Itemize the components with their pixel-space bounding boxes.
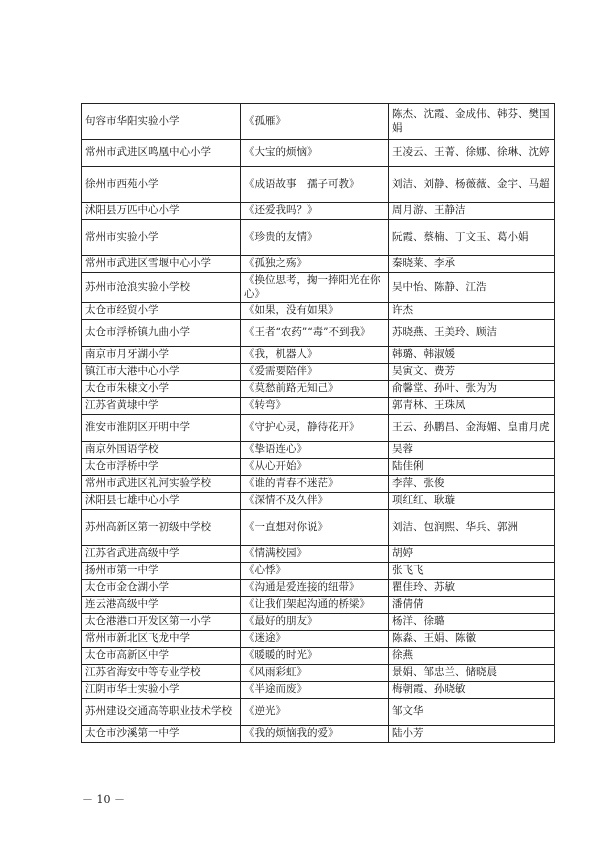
work-title-cell: 《逆光》: [241, 699, 389, 726]
school-cell: 沭阳县七雄中心小学: [82, 493, 241, 510]
school-cell: 太仓市浮桥镇九曲小学: [82, 320, 241, 347]
table-row: [82, 699, 555, 726]
work-title-cell: 《情满校园》: [241, 546, 389, 563]
table-row: [82, 546, 555, 563]
work-title-cell: 《换位思考，掬一捧阳光在你心》: [241, 273, 389, 303]
table-row: [82, 256, 555, 273]
table-row: [82, 303, 555, 320]
table-row: [82, 415, 555, 442]
work-title-cell: 《从心开始》: [241, 459, 389, 476]
school-cell: 扬州市第一中学: [82, 563, 241, 580]
table-row: [82, 665, 555, 682]
work-title-cell: 《风雨彩虹》: [241, 665, 389, 682]
authors-cell: 苏晓燕、王美玲、顾洁: [389, 320, 555, 347]
school-cell: 苏州高新区第一初级中学校: [82, 510, 241, 546]
authors-cell: 邹文华: [389, 699, 555, 726]
work-title-cell: 《莫愁前路无知己》: [241, 381, 389, 398]
authors-cell: 杨洋、徐璐: [389, 614, 555, 631]
authors-cell: 刘洁、包润熙、华兵、郭洲: [389, 510, 555, 546]
work-title-cell: 《王者“农药”“毒”不到我》: [241, 320, 389, 347]
authors-cell: 王凌云、王菁、徐娜、徐琳、沈婷: [389, 140, 555, 167]
work-title-cell: 《守护心灵，静待花开》: [241, 415, 389, 442]
school-cell: 江阴市华士实验小学: [82, 682, 241, 699]
authors-cell: 俞馨堂、孙叶、张为为: [389, 381, 555, 398]
work-title-cell: 《暖暖的时光》: [241, 648, 389, 665]
table-row: [82, 398, 555, 415]
table-row: [82, 614, 555, 631]
school-cell: 常州市武进区礼河实验学校: [82, 476, 241, 493]
authors-cell: 许杰: [389, 303, 555, 320]
school-cell: 常州市实验小学: [82, 220, 241, 256]
work-title-cell: 《深情不及久伴》: [241, 493, 389, 510]
school-cell: 常州市武进区雪堰中心小学: [82, 256, 241, 273]
authors-cell: 潘倩倩: [389, 597, 555, 614]
table-row: [82, 442, 555, 459]
work-title-cell: 《我，机器人》: [241, 347, 389, 364]
table-row: [82, 597, 555, 614]
school-cell: 南京市月牙湖小学: [82, 347, 241, 364]
table-row: [82, 273, 555, 303]
authors-cell: 景娟、邹忠兰、储晓晨: [389, 665, 555, 682]
work-title-cell: 《让我们架起沟通的桥梁》: [241, 597, 389, 614]
table-row: [82, 682, 555, 699]
work-title-cell: 《还爱我吗？》: [241, 203, 389, 220]
work-title-cell: 《半途而废》: [241, 682, 389, 699]
authors-cell: 韩璐、韩淑媛: [389, 347, 555, 364]
school-cell: 沭阳县万匹中心小学: [82, 203, 241, 220]
award-list-table: [81, 103, 555, 743]
school-cell: 太仓市经贸小学: [82, 303, 241, 320]
table-row: [82, 140, 555, 167]
table-row: [82, 364, 555, 381]
work-title-cell: 《珍贵的友情》: [241, 220, 389, 256]
table-row: [82, 347, 555, 364]
school-cell: 南京外国语学校: [82, 442, 241, 459]
work-title-cell: 《沟通是爱连接的纽带》: [241, 580, 389, 597]
school-cell: 苏州建设交通高等职业技术学校: [82, 699, 241, 726]
school-cell: 江苏省黄埭中学: [82, 398, 241, 415]
authors-cell: 吴寅文、费芳: [389, 364, 555, 381]
school-cell: 太仓市沙溪第一中学: [82, 726, 241, 743]
work-title-cell: 《孤雁》: [241, 104, 389, 140]
table-row: [82, 167, 555, 203]
work-title-cell: 《成语故事 孺子可教》: [241, 167, 389, 203]
school-cell: 太仓市浮桥中学: [82, 459, 241, 476]
school-cell: 镇江市大港中心小学: [82, 364, 241, 381]
school-cell: 太仓港港口开发区第一小学: [82, 614, 241, 631]
table-row: [82, 580, 555, 597]
authors-cell: 梅朝霞、孙晓敏: [389, 682, 555, 699]
work-title-cell: 《我的烦恼我的爱》: [241, 726, 389, 743]
school-cell: 太仓市高新区中学: [82, 648, 241, 665]
work-title-cell: 《最好的朋友》: [241, 614, 389, 631]
table-row: [82, 220, 555, 256]
table-row: [82, 510, 555, 546]
work-title-cell: 《一直想对你说》: [241, 510, 389, 546]
school-cell: 苏州市沧浪实验小学校: [82, 273, 241, 303]
award-list-body: [82, 104, 555, 743]
authors-cell: 胡婷: [389, 546, 555, 563]
authors-cell: 秦晓莱、李承: [389, 256, 555, 273]
work-title-cell: 《大宝的烦恼》: [241, 140, 389, 167]
school-cell: 淮安市淮阴区开明中学: [82, 415, 241, 442]
authors-cell: 陆佳俐: [389, 459, 555, 476]
table-row: [82, 493, 555, 510]
school-cell: 连云港高级中学: [82, 597, 241, 614]
school-cell: 江苏省武进高级中学: [82, 546, 241, 563]
table-row: [82, 726, 555, 743]
work-title-cell: 《孤独之殇》: [241, 256, 389, 273]
school-cell: 常州市新北区飞龙中学: [82, 631, 241, 648]
authors-cell: 徐燕: [389, 648, 555, 665]
school-cell: 常州市武进区鸣凰中心小学: [82, 140, 241, 167]
school-cell: 太仓市金仓湖小学: [82, 580, 241, 597]
table-row: [82, 631, 555, 648]
work-title-cell: 《谁的青春不迷茫》: [241, 476, 389, 493]
table-row: [82, 381, 555, 398]
authors-cell: 陈杰、沈霞、金成伟、韩芬、樊国娟: [389, 104, 555, 140]
table-row: [82, 648, 555, 665]
school-cell: 句容市华阳实验小学: [82, 104, 241, 140]
authors-cell: 刘洁、刘静、杨薇薇、金宇、马超: [389, 167, 555, 203]
authors-cell: 郭青林、王珠凤: [389, 398, 555, 415]
authors-cell: 阮霞、蔡楠、丁文玉、葛小娟: [389, 220, 555, 256]
school-cell: 江苏省海安中等专业学校: [82, 665, 241, 682]
authors-cell: 陆小芳: [389, 726, 555, 743]
authors-cell: 吴中怡、陈静、江浩: [389, 273, 555, 303]
work-title-cell: 《心悸》: [241, 563, 389, 580]
work-title-cell: 《爱需要陪伴》: [241, 364, 389, 381]
authors-cell: 王云、孙鹏昌、金海媚、皇甫月虎: [389, 415, 555, 442]
work-title-cell: 《转弯》: [241, 398, 389, 415]
table-row: [82, 476, 555, 493]
table-row: [82, 104, 555, 140]
authors-cell: 李萍、张俊: [389, 476, 555, 493]
authors-cell: 吴蓉: [389, 442, 555, 459]
work-title-cell: 《挚语连心》: [241, 442, 389, 459]
school-cell: 徐州市西苑小学: [82, 167, 241, 203]
authors-cell: 瞿佳玲、苏敏: [389, 580, 555, 597]
page-number: － 10 －: [82, 793, 125, 806]
table-row: [82, 459, 555, 476]
authors-cell: 陈淼、王娟、陈徽: [389, 631, 555, 648]
authors-cell: 项红红、耿璇: [389, 493, 555, 510]
table-row: [82, 563, 555, 580]
school-cell: 太仓市朱棣文小学: [82, 381, 241, 398]
work-title-cell: 《如果，没有如果》: [241, 303, 389, 320]
work-title-cell: 《迷途》: [241, 631, 389, 648]
authors-cell: 张飞飞: [389, 563, 555, 580]
table-row: [82, 320, 555, 347]
authors-cell: 周月游、王静洁: [389, 203, 555, 220]
table-row: [82, 203, 555, 220]
